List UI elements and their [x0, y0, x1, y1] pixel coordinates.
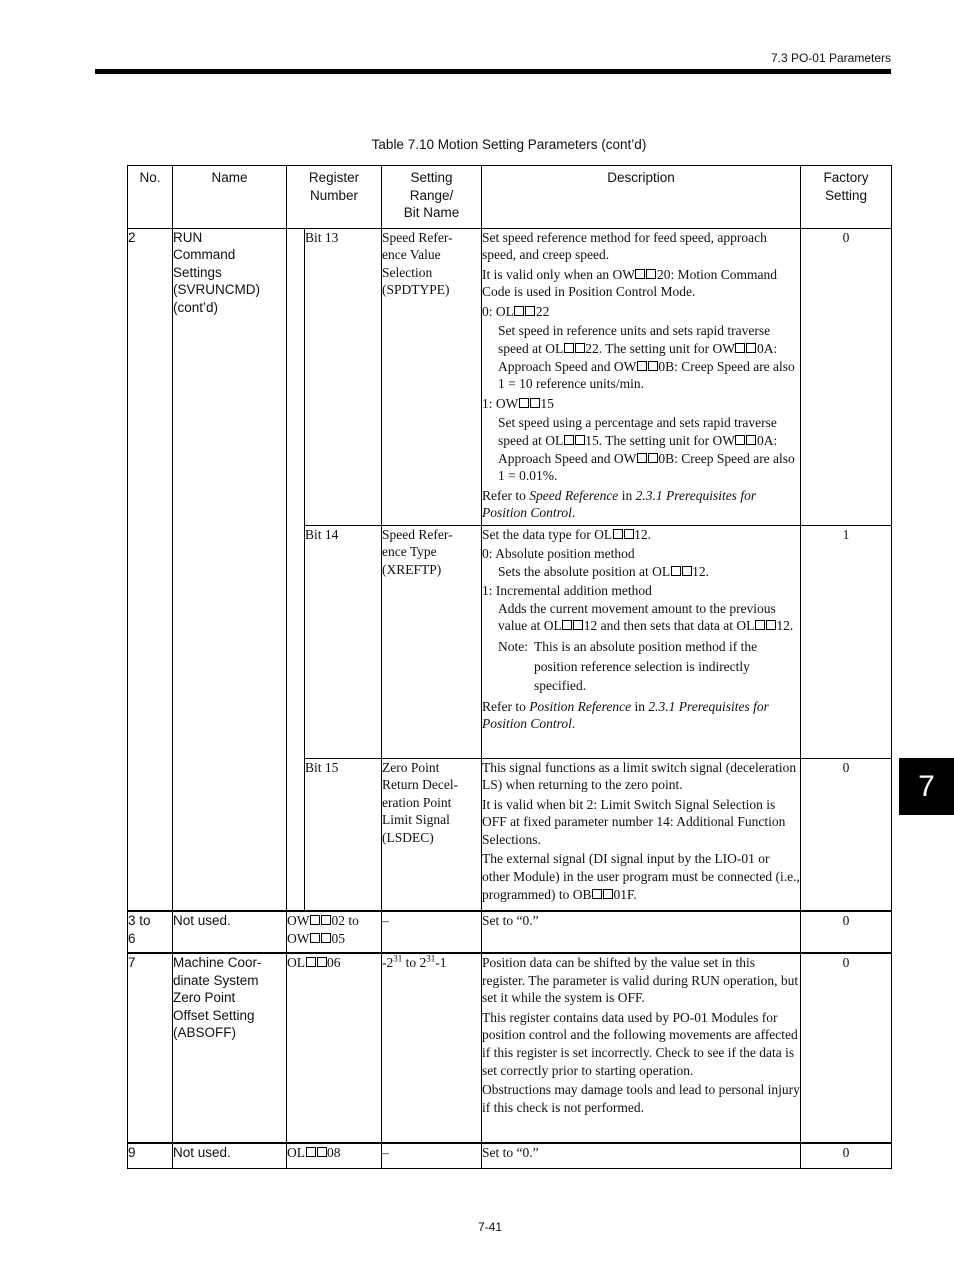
col-register-header: Register Number — [287, 166, 382, 229]
col-range-header: Setting Range/ Bit Name — [382, 166, 482, 229]
page-number: 7-41 — [477, 1220, 503, 1234]
table-row — [128, 911, 892, 953]
description: Set to “0.” — [482, 1143, 801, 1168]
placeholder-box-icon — [310, 915, 320, 925]
placeholder-box-icon — [317, 1147, 327, 1157]
table-row — [128, 1143, 892, 1168]
placeholder-box-icon — [648, 361, 658, 371]
table-caption: Table 7.10 Motion Setting Parameters (cont’d) — [371, 137, 647, 152]
placeholder-box-icon — [525, 306, 535, 316]
bit-number: Bit 15 — [305, 758, 382, 911]
description: Position data can be shifted by the value set in this register. The parameter is valid during RUN operation, but set it while the system is OFF. This register contains data used by PO-01 Modules for position control and the following movements are affected if this register is set incorrectly. Check to see if the data is set correctly prior to starting operation. Obstructions may damage tools and lead to personal injury if this check is not performed. — [482, 953, 801, 1143]
row-name: Not used. — [173, 911, 287, 953]
row-name: Not used. — [173, 1143, 287, 1168]
header-rule — [95, 69, 891, 74]
row-name: RUN Command Settings (SVRUNCMD) (cont’d) — [173, 228, 287, 911]
factory-setting: 0 — [801, 1143, 892, 1168]
setting-range: $-2^{31}$ to $2^{31}-1$ — [382, 953, 482, 1143]
table-row — [128, 228, 892, 525]
col-name-header: Name — [173, 166, 287, 229]
placeholder-box-icon — [603, 889, 613, 899]
placeholder-box-icon — [766, 620, 776, 630]
factory-setting: 0 — [801, 953, 892, 1143]
chapter-tab: 7 — [899, 758, 954, 815]
col-no-header: No. — [128, 166, 173, 229]
bit-name: Speed Refer- ence Type (XREFTP) — [382, 525, 482, 758]
section-header: 7.3 PO-01 Parameters — [770, 51, 891, 65]
placeholder-box-icon — [306, 1147, 316, 1157]
setting-range: – — [382, 1143, 482, 1168]
placeholder-box-icon — [575, 343, 585, 353]
placeholder-box-icon — [321, 933, 331, 943]
factory-setting: 0 — [801, 911, 892, 953]
bit-name: Speed Refer- ence Value Selection (SPDTYPE) — [382, 228, 482, 525]
note: Note: This is an absolute position method if the position reference selection is indirectly specified. — [498, 639, 758, 694]
placeholder-box-icon — [530, 398, 540, 408]
factory-setting: 1 — [801, 525, 892, 758]
placeholder-box-icon — [310, 933, 320, 943]
placeholder-box-icon — [564, 343, 574, 353]
placeholder-box-icon — [648, 453, 658, 463]
register-number: OL 06 — [287, 953, 382, 1143]
factory-setting: 0 — [801, 228, 892, 525]
description: Set to “0.” — [482, 911, 801, 953]
table-row — [128, 953, 892, 1143]
setting-range: – — [382, 911, 482, 953]
bit-number: Bit 14 — [305, 525, 382, 758]
row-no: 7 — [128, 953, 173, 1143]
description: This signal functions as a limit switch signal (deceleration LS) when returning to the zero point. It is valid when bit 2: Limit Switch Signal Selection is OFF at fixed parameter number 14: Additional Function Selections. The external signal (DI signal input by the LIO-01 or other Module) in the user program must be connected (i.e., programmed) to OB 01F. — [482, 758, 801, 911]
placeholder-box-icon — [637, 361, 647, 371]
register-number: OL 08 — [287, 1143, 382, 1168]
table-header-row — [128, 166, 892, 229]
col-description-header: Description — [482, 166, 801, 229]
placeholder-box-icon — [671, 566, 681, 576]
placeholder-box-icon — [624, 529, 634, 539]
col-factory-header: Factory Setting — [801, 166, 892, 229]
description: Set the data type for OL 12. 0: Absolute position method Sets the absolute position at OL 12. 1: Incremental addition method Adds the current movement amount to the previous value at OL 12 and then sets that data at OL 12. Note: This is an absolute position method if the position reference selection is indirectly specified. Refer to Position Reference in 2.3.1 Prerequisites for Position Control. — [482, 525, 801, 758]
placeholder-box-icon — [735, 435, 745, 445]
placeholder-box-icon — [321, 915, 331, 925]
placeholder-box-icon — [564, 435, 574, 445]
bit-name: Zero Point Return Decel- eration Point Limit Signal (LSDEC) — [382, 758, 482, 911]
placeholder-box-icon — [573, 620, 583, 630]
factory-setting: 0 — [801, 758, 892, 911]
placeholder-box-icon — [317, 957, 327, 967]
bit-number: Bit 13 — [305, 228, 382, 525]
placeholder-box-icon — [635, 269, 645, 279]
placeholder-box-icon — [746, 343, 756, 353]
placeholder-box-icon — [735, 343, 745, 353]
placeholder-box-icon — [575, 435, 585, 445]
row-name: Machine Coor- dinate System Zero Point Offset Setting (ABSOFF) — [173, 953, 287, 1143]
placeholder-box-icon — [514, 306, 524, 316]
placeholder-box-icon — [755, 620, 765, 630]
bit-indent-cell — [287, 228, 305, 911]
placeholder-box-icon — [519, 398, 529, 408]
placeholder-box-icon — [562, 620, 572, 630]
motion-setting-parameters-table — [127, 165, 892, 1169]
placeholder-box-icon — [646, 269, 656, 279]
placeholder-box-icon — [682, 566, 692, 576]
placeholder-box-icon — [592, 889, 602, 899]
row-no: 9 — [128, 1143, 173, 1168]
row-no: 2 — [128, 228, 173, 911]
placeholder-box-icon — [613, 529, 623, 539]
placeholder-box-icon — [746, 435, 756, 445]
description: Set speed reference method for feed speed, approach speed, and creep speed. It is valid only when an OW 20: Motion Command Code is used in Position Control Mode. 0: OL 22 Set speed in reference units and sets rapid traverse speed at OL 22. The setting unit for OW 0A: Approach Speed and OW 0B: Creep Speed are also 1 = 10 reference units/min. 1: OW 15 Set speed using a percentage and sets rapid traverse speed at OL 15. The setting unit for OW 0A: Approach Speed and OW 0B: Creep Speed are also 1 = 0.01%. Refer to Speed Reference in 2.3.1 Prerequisites for Position Control. — [482, 228, 801, 525]
placeholder-box-icon — [306, 957, 316, 967]
register-number: OW 02 to OW 05 — [287, 911, 382, 953]
placeholder-box-icon — [637, 453, 647, 463]
row-no: 3 to 6 — [128, 911, 173, 953]
